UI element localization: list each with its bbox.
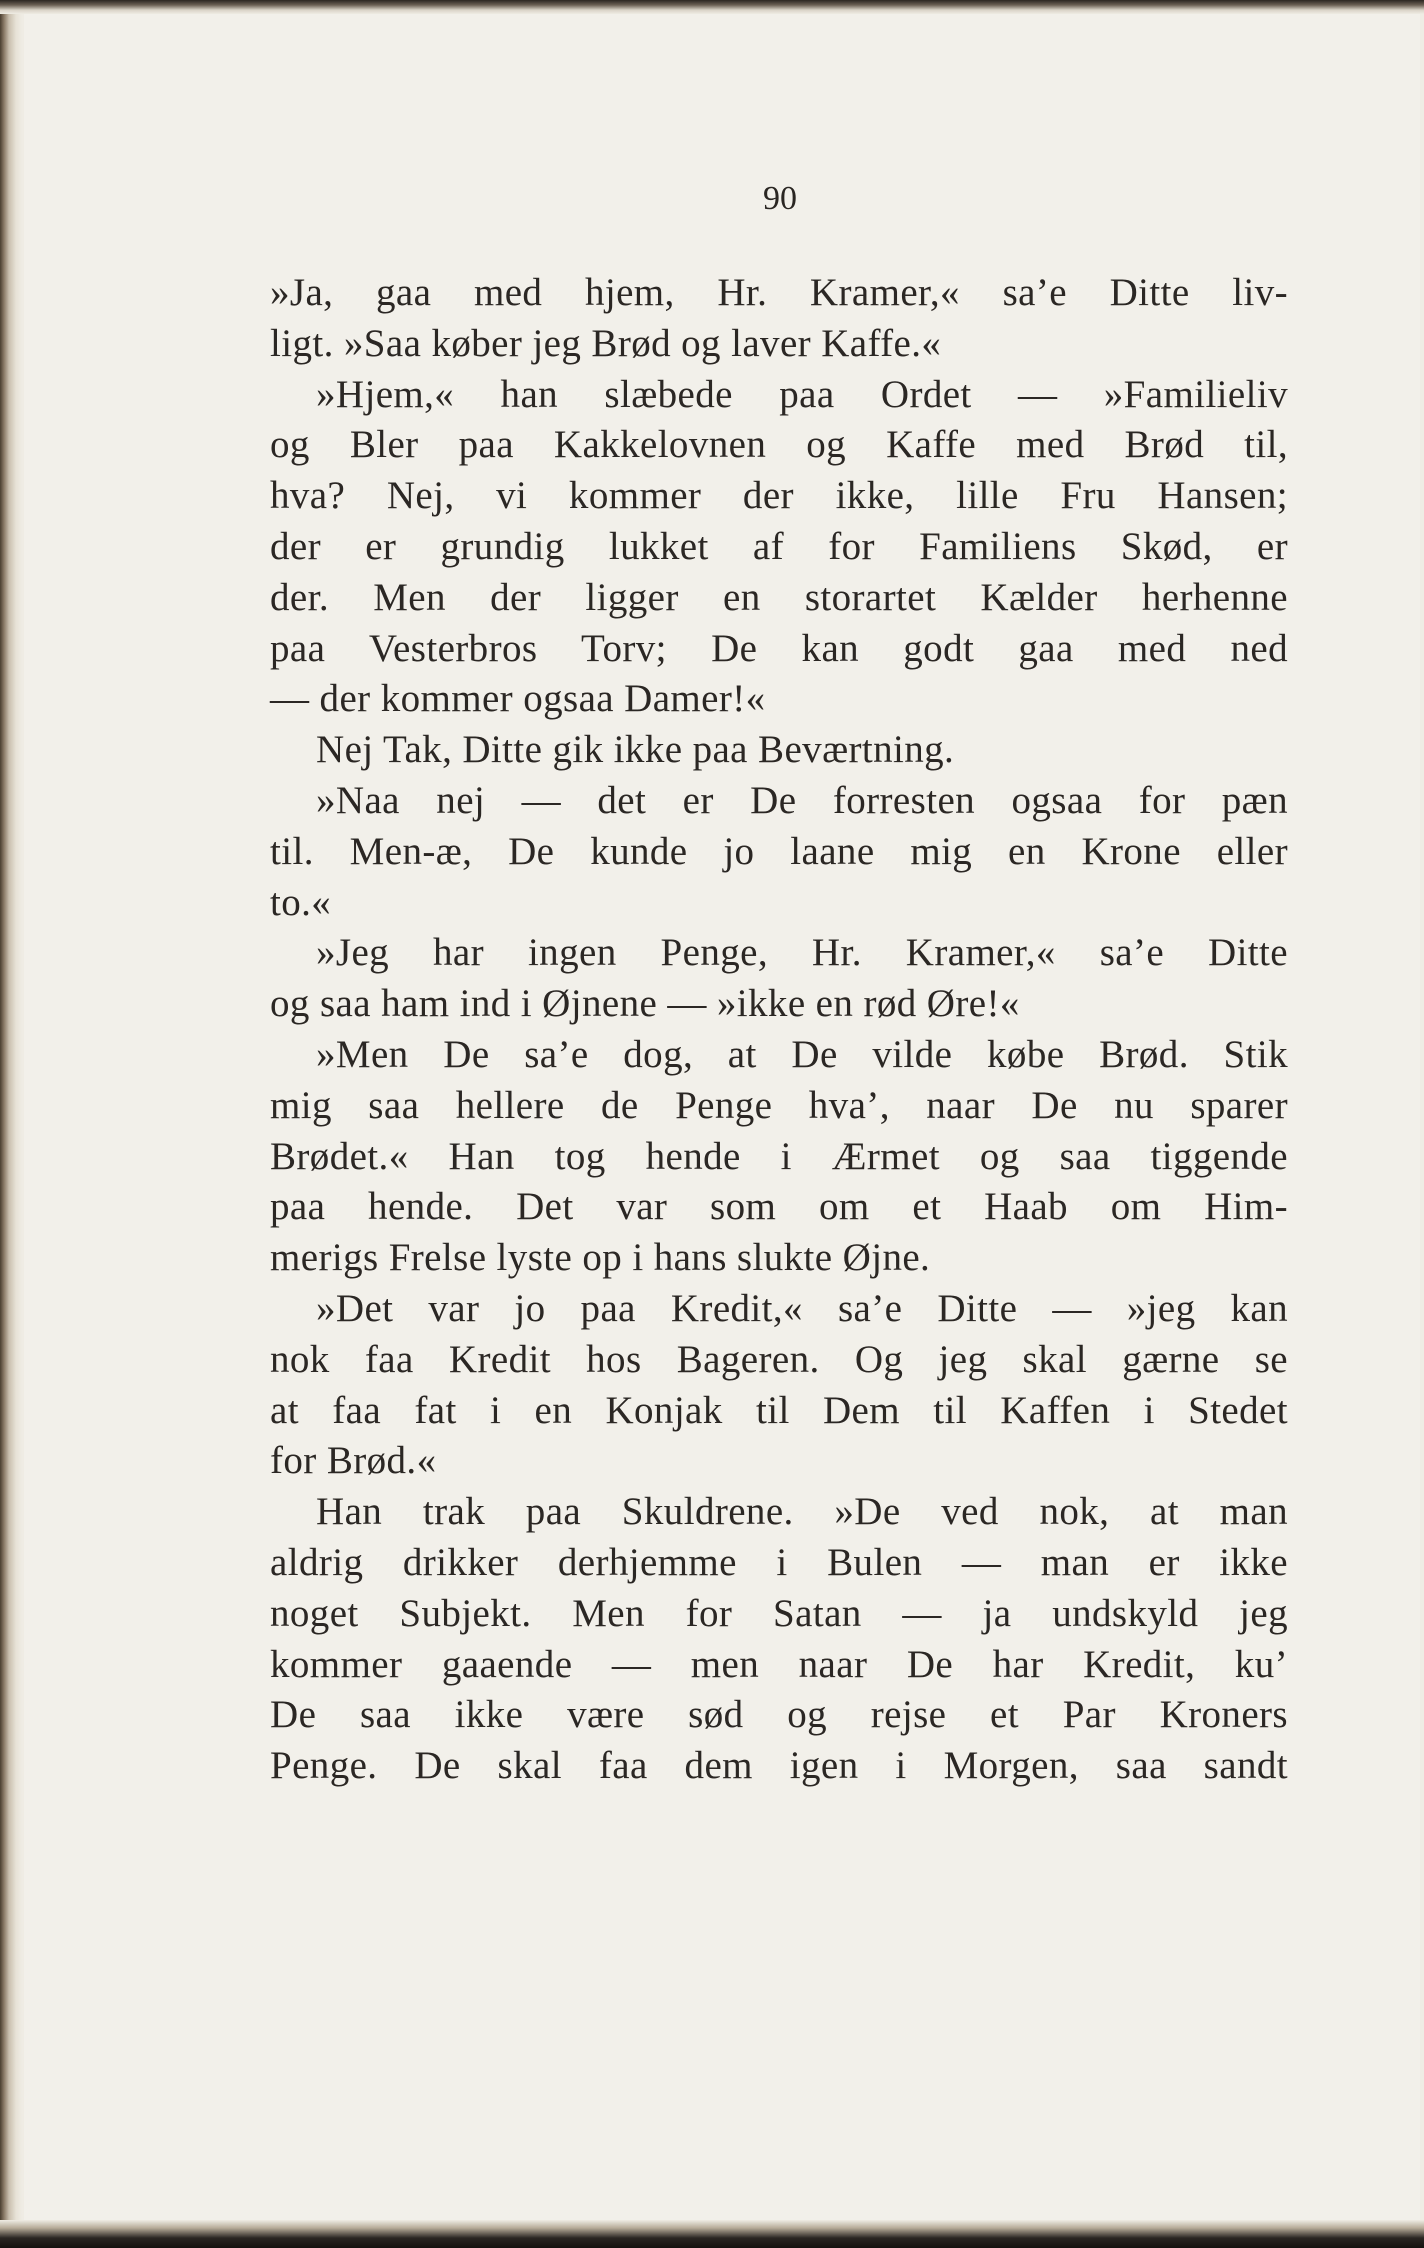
page-number: 90: [763, 180, 797, 217]
text-line: kommer gaaende — men naar De har Kredit, ku’: [270, 1642, 1288, 1686]
text-line: at faa fat i en Konjak til Dem til Kaffen i Stedet: [270, 1388, 1288, 1432]
text-line: Han trak paa Skuldrene. »De ved nok, at man: [316, 1490, 1288, 1534]
text-line: noget Subjekt. Men for Satan — ja undskyld jeg: [270, 1591, 1288, 1635]
text-line: »Men De sa’e dog, at De vilde købe Brød. Stik: [316, 1032, 1288, 1076]
text-line: merigs Frelse lyste op i hans slukte Øjne.: [270, 1236, 931, 1280]
text-line: paa hende. Det var som om et Haab om Him-: [270, 1185, 1288, 1229]
text-line: »Naa nej — det er De forresten ogsaa for pæn: [316, 778, 1288, 822]
top-page-edge: [0, 0, 1424, 14]
body-text: [270, 268, 1288, 1792]
text-line: De saa ikke være sød og rejse et Par Kroners: [270, 1693, 1288, 1737]
text-line: paa Vesterbros Torv; De kan godt gaa med ned: [270, 626, 1288, 670]
text-line: »Hjem,« han slæbede paa Ordet — »Familieliv: [316, 372, 1288, 416]
text-line: der er grundig lukket af for Familiens Skød, er: [270, 524, 1288, 568]
text-line: ligt. »Saa køber jeg Brød og laver Kaffe.«: [270, 321, 942, 365]
text-line: og Bler paa Kakkelovnen og Kaffe med Brød til,: [270, 423, 1288, 467]
text-line: »Jeg har ingen Penge, Hr. Kramer,« sa’e Ditte: [316, 931, 1288, 975]
text-line: to.«: [270, 880, 332, 924]
text-line: for Brød.«: [270, 1439, 437, 1483]
text-line: mig saa hellere de Penge hva’, naar De nu sparer: [270, 1083, 1288, 1127]
text-line: aldrig drikker derhjemme i Bulen — man er ikke: [270, 1540, 1288, 1584]
text-line: Brødet.« Han tog hende i Ærmet og saa tiggende: [270, 1134, 1288, 1178]
bottom-page-edge: [0, 2220, 1424, 2248]
text-line: hva? Nej, vi kommer der ikke, lille Fru Hansen;: [270, 474, 1288, 518]
text-line: »Det var jo paa Kredit,« sa’e Ditte — »jeg kan: [316, 1286, 1288, 1330]
book-spine-edge: [0, 0, 22, 2248]
text-line: til. Men-æ, De kunde jo laane mig en Krone eller: [270, 829, 1288, 873]
text-line: Penge. De skal faa dem igen i Morgen, saa sandt: [270, 1744, 1288, 1788]
text-line: Nej Tak, Ditte gik ikke paa Beværtning.: [316, 728, 955, 772]
text-line: og saa ham ind i Øjnene — »ikke en rød Øre!«: [270, 982, 1020, 1026]
text-line: nok faa Kredit hos Bageren. Og jeg skal gærne se: [270, 1337, 1288, 1381]
text-line: der. Men der ligger en storartet Kælder herhenne: [270, 575, 1288, 619]
text-line: »Ja, gaa med hjem, Hr. Kramer,« sa’e Ditte liv-: [270, 271, 1288, 314]
text-line: — der kommer ogsaa Damer!«: [270, 677, 766, 721]
